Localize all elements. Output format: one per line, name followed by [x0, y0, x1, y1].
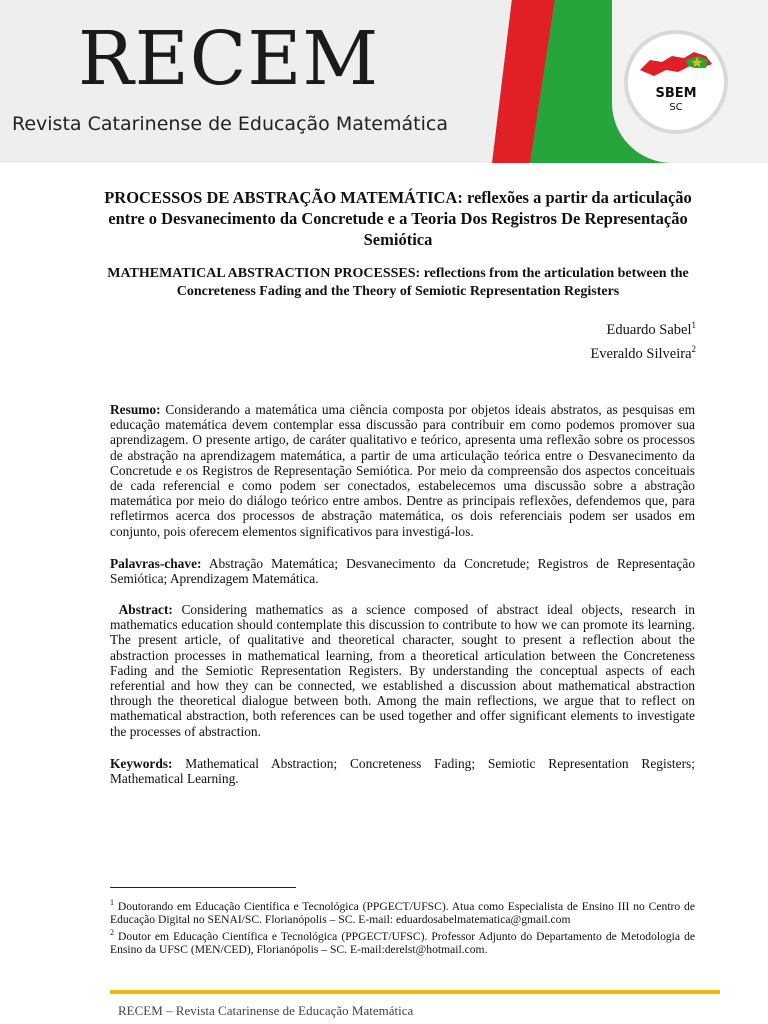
footnote-mark: 1 — [691, 320, 696, 330]
sbem-seal-logo — [624, 30, 728, 134]
seal-sc-label: SC — [669, 102, 683, 113]
footnote-divider — [110, 887, 296, 888]
footnote-1 — [110, 896, 695, 927]
palavras-chave-label: Palavras-chave: — [110, 556, 202, 571]
author-name: Everaldo Silveira — [590, 345, 692, 362]
journal-header — [0, 0, 768, 163]
journal-logo-title: RECEM — [78, 16, 380, 102]
abstract-section — [110, 602, 695, 739]
footnote-text: Doutorando em Educação Científica e Tecnológica (PPGECT/UFSC). Atua como Especialista de Ensino III no Centro de Educação Digital no SENAI/SC. Florianópolis – SC. E-mail: eduardosabelmatematica@gmail.com — [110, 899, 695, 927]
author-name: Eduardo Sabel — [606, 321, 692, 338]
footnote-text: Doutor em Educação Científica e Tecnológica (PPGECT/UFSC). Professor Adjunto do Departamento de Metodologia de Ensino da UFSC (MEN/CED), Florianópolis – SC. E-mail:derelst@hotmail.com. — [110, 929, 696, 957]
resumo-text: Considerando a matemática uma ciência composta por objetos ideais abstratos, as pesquisas em educação matemática devem contemplar essa discussão para contribuir em como podemos promover sua aprendizagem. O presente artigo, de caráter qualitativo e teórico, apresenta uma reflexão sobre os processos de abstração na aprendizagem matemática, a partir de uma articulação teórica entre o Desvanecimento da Concretude e os Registros de Representação Semiótica. Por meio da compreensão dos aspectos conceituais de cada referencial e como podem ser conectados, estabelecemos uma discussão sobre a abstração matemática por meio do diálogo teórico entre ambos. Dentre as principais reflexões, defendemos que, para refletirmos acerca dos processos de abstração matemática, os dois referenciais podem ser usados em conjunto, pois oferecem elementos significativos para investigá-los. — [110, 402, 695, 539]
author-1 — [590, 316, 696, 340]
footnote-mark: 1 — [110, 898, 114, 907]
seal-sbem-label: SBEM — [655, 86, 697, 101]
keywords-text: Mathematical Abstraction; Concreteness Fading; Semiotic Representation Registers; Mathematical Learning. — [110, 756, 695, 787]
footnote-mark: 2 — [691, 343, 696, 354]
author-list — [590, 316, 696, 364]
abstract-text: Considering mathematics as a science composed of abstract ideal objects, research in mathematics education should contemplate this discussion to contribute to how we can promote its learning. The present article, of qualitative and theoretical character, sought to present a reflection about the abstraction processes in mathematical learning, from a theoretical articulation between the Concreteness Fading and the Semiotic Representation Registers. By understanding the conceptual aspects of each referential and how they can be connected, we established a discussion about mathematical abstraction through the theoretical dialogue between both. Among the main reflections, we argue that to reflect on mathematical abstraction, both references can be used together and offer significant elements to investigate the processes of abstraction. — [110, 602, 695, 739]
journal-subtitle: Revista Catarinense de Educação Matemática — [12, 113, 448, 135]
keywords-section — [110, 756, 695, 786]
abstract-label: Abstract: — [118, 602, 173, 617]
footnote-2 — [110, 926, 695, 957]
keywords-label: Keywords: — [110, 756, 173, 771]
article-title-portuguese: PROCESSOS DE ABSTRAÇÃO MATEMÁTICA: reflexões a partir da articulação entre o Desvanecimento da Concretude e a Teoria Dos Registros De Representação Semiótica — [104, 188, 692, 249]
footer-journal-name: RECEM – Revista Catarinense de Educação Matemática — [118, 1003, 414, 1018]
resumo-label: Resumo: — [110, 402, 161, 417]
palavras-chave-section — [110, 556, 695, 586]
palavras-chave-text: Abstração Matemática; Desvanecimento da Concretude; Registros de Representação Semiótica; Aprendizagem Matemática. — [110, 556, 696, 587]
resumo-section — [110, 402, 695, 539]
author-2 — [590, 340, 696, 364]
map-icon — [636, 46, 716, 86]
footer-divider — [110, 990, 720, 994]
article-title-english: MATHEMATICAL ABSTRACTION PROCESSES: reflections from the articulation between the Concreteness Fading and the Theory of Semiotic Representation Registers — [107, 266, 689, 299]
footnote-mark: 2 — [110, 928, 114, 937]
